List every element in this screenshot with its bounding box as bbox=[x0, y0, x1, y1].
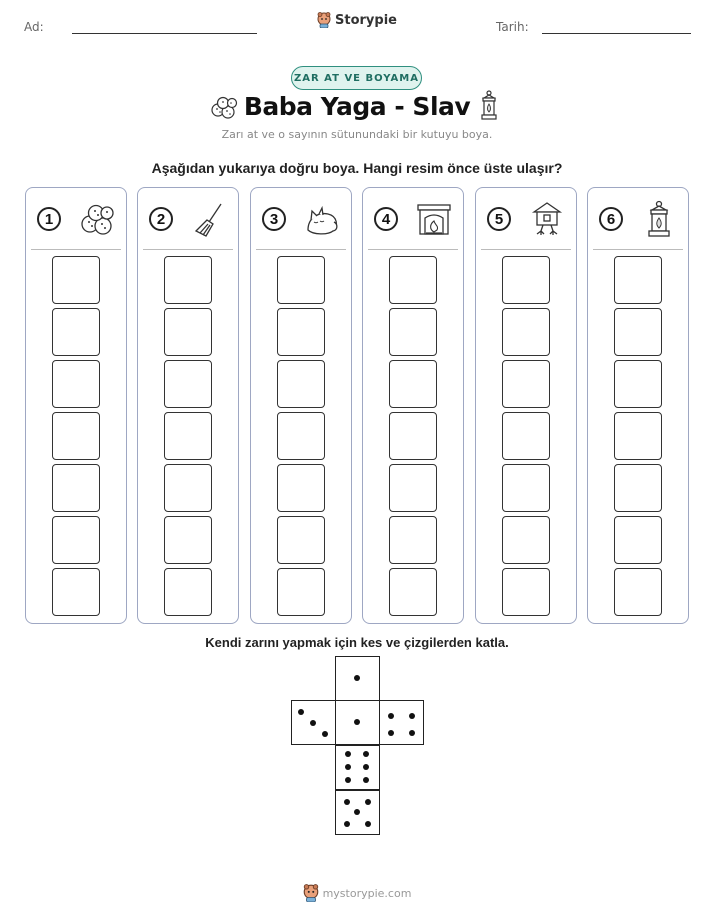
dice-pip bbox=[409, 730, 415, 736]
coloring-box[interactable] bbox=[614, 516, 662, 564]
coloring-box[interactable] bbox=[277, 568, 325, 616]
column-divider bbox=[593, 249, 683, 250]
coloring-box[interactable] bbox=[52, 464, 100, 512]
coloring-box[interactable] bbox=[164, 516, 212, 564]
dice-pip bbox=[310, 720, 316, 726]
coloring-box[interactable] bbox=[502, 308, 550, 356]
storypie-mascot-icon bbox=[317, 12, 331, 28]
dice-pip bbox=[363, 777, 369, 783]
column-1 bbox=[25, 187, 127, 624]
chicken-leg-hut-icon bbox=[528, 200, 566, 238]
coloring-box[interactable] bbox=[164, 308, 212, 356]
dice-face-1 bbox=[335, 656, 380, 701]
coloring-box[interactable] bbox=[502, 412, 550, 460]
brand-name: Storypie bbox=[335, 12, 397, 28]
column-number: 3 bbox=[262, 207, 286, 231]
lantern-icon bbox=[479, 90, 499, 122]
column-5 bbox=[475, 187, 577, 624]
column-divider bbox=[31, 249, 121, 250]
dice-pip bbox=[344, 821, 350, 827]
coloring-box[interactable] bbox=[502, 464, 550, 512]
activity-badge: ZAR AT VE BOYAMA bbox=[291, 66, 422, 90]
coloring-box[interactable] bbox=[277, 412, 325, 460]
coloring-box[interactable] bbox=[389, 464, 437, 512]
instruction: Aşağıdan yukarıya doğru boya. Hangi resim önce üste ulaşır? bbox=[151, 160, 563, 176]
coloring-box[interactable] bbox=[502, 360, 550, 408]
coloring-box[interactable] bbox=[614, 412, 662, 460]
date-line bbox=[542, 33, 691, 34]
column-number: 1 bbox=[37, 207, 61, 231]
coloring-box[interactable] bbox=[277, 308, 325, 356]
coloring-box[interactable] bbox=[389, 308, 437, 356]
dice-pip bbox=[388, 713, 394, 719]
dice-pip bbox=[322, 731, 328, 737]
coloring-box[interactable] bbox=[502, 256, 550, 304]
dice-pip bbox=[365, 799, 371, 805]
dice-pip bbox=[409, 713, 415, 719]
column-number: 6 bbox=[599, 207, 623, 231]
coloring-box[interactable] bbox=[52, 256, 100, 304]
coloring-box[interactable] bbox=[164, 464, 212, 512]
coloring-box[interactable] bbox=[389, 256, 437, 304]
dice-pip bbox=[354, 809, 360, 815]
column-6 bbox=[587, 187, 689, 624]
name-label: Ad: bbox=[24, 20, 44, 34]
lantern-icon bbox=[640, 200, 678, 238]
dice-pip bbox=[344, 799, 350, 805]
coloring-box[interactable] bbox=[164, 568, 212, 616]
coloring-box[interactable] bbox=[277, 464, 325, 512]
dice-pip bbox=[354, 719, 360, 725]
column-number: 5 bbox=[487, 207, 511, 231]
coloring-box[interactable] bbox=[389, 412, 437, 460]
coloring-box[interactable] bbox=[614, 568, 662, 616]
storypie-mascot-icon bbox=[303, 884, 319, 902]
dice-pip bbox=[298, 709, 304, 715]
coloring-box[interactable] bbox=[52, 360, 100, 408]
dice-pip bbox=[354, 675, 360, 681]
broom-icon bbox=[190, 200, 228, 238]
name-line bbox=[72, 33, 257, 34]
coloring-box[interactable] bbox=[277, 256, 325, 304]
coloring-box[interactable] bbox=[389, 516, 437, 564]
column-number: 2 bbox=[149, 207, 173, 231]
dice-pip bbox=[388, 730, 394, 736]
column-3 bbox=[250, 187, 352, 624]
dice-face-5 bbox=[335, 790, 380, 835]
column-divider bbox=[256, 249, 346, 250]
dice-face-3 bbox=[291, 700, 336, 745]
dice-pip bbox=[365, 821, 371, 827]
column-2 bbox=[137, 187, 239, 624]
column-divider bbox=[143, 249, 233, 250]
dice-pip bbox=[345, 751, 351, 757]
coloring-box[interactable] bbox=[164, 256, 212, 304]
dice-pip bbox=[363, 764, 369, 770]
dice-face-6 bbox=[335, 745, 380, 790]
subtitle: Zarı at ve o sayının sütunundaki bir kutuyu boya. bbox=[221, 128, 493, 141]
coloring-box[interactable] bbox=[52, 412, 100, 460]
coloring-box[interactable] bbox=[502, 568, 550, 616]
dice-pip bbox=[345, 764, 351, 770]
dice-face-1 bbox=[335, 700, 380, 745]
berries-icon bbox=[78, 200, 116, 238]
coloring-box[interactable] bbox=[389, 568, 437, 616]
footer-url: mystorypie.com bbox=[322, 886, 412, 900]
coloring-box[interactable] bbox=[614, 308, 662, 356]
coloring-box[interactable] bbox=[389, 360, 437, 408]
coloring-box[interactable] bbox=[277, 516, 325, 564]
dice-pip bbox=[363, 751, 369, 757]
coloring-box[interactable] bbox=[52, 516, 100, 564]
brand-logo bbox=[0, 12, 714, 28]
dice-face-4 bbox=[379, 700, 424, 745]
coloring-box[interactable] bbox=[614, 360, 662, 408]
page-title: Baba Yaga - Slav bbox=[243, 92, 471, 121]
coloring-box[interactable] bbox=[502, 516, 550, 564]
column-divider bbox=[368, 249, 458, 250]
dice-instruction: Kendi zarını yapmak için kes ve çizgilerden katla. bbox=[205, 635, 509, 650]
sleeping-cat-icon bbox=[303, 200, 341, 238]
column-4 bbox=[362, 187, 464, 624]
coloring-box[interactable] bbox=[164, 360, 212, 408]
coloring-box[interactable] bbox=[277, 360, 325, 408]
column-divider bbox=[481, 249, 571, 250]
coloring-box[interactable] bbox=[52, 308, 100, 356]
coloring-box[interactable] bbox=[52, 568, 100, 616]
dice-pip bbox=[345, 777, 351, 783]
coloring-box[interactable] bbox=[164, 412, 212, 460]
coloring-box[interactable] bbox=[614, 464, 662, 512]
coloring-box[interactable] bbox=[614, 256, 662, 304]
column-number: 4 bbox=[374, 207, 398, 231]
fireplace-icon bbox=[415, 200, 453, 238]
date-label: Tarih: bbox=[496, 20, 529, 34]
footer bbox=[0, 884, 714, 902]
